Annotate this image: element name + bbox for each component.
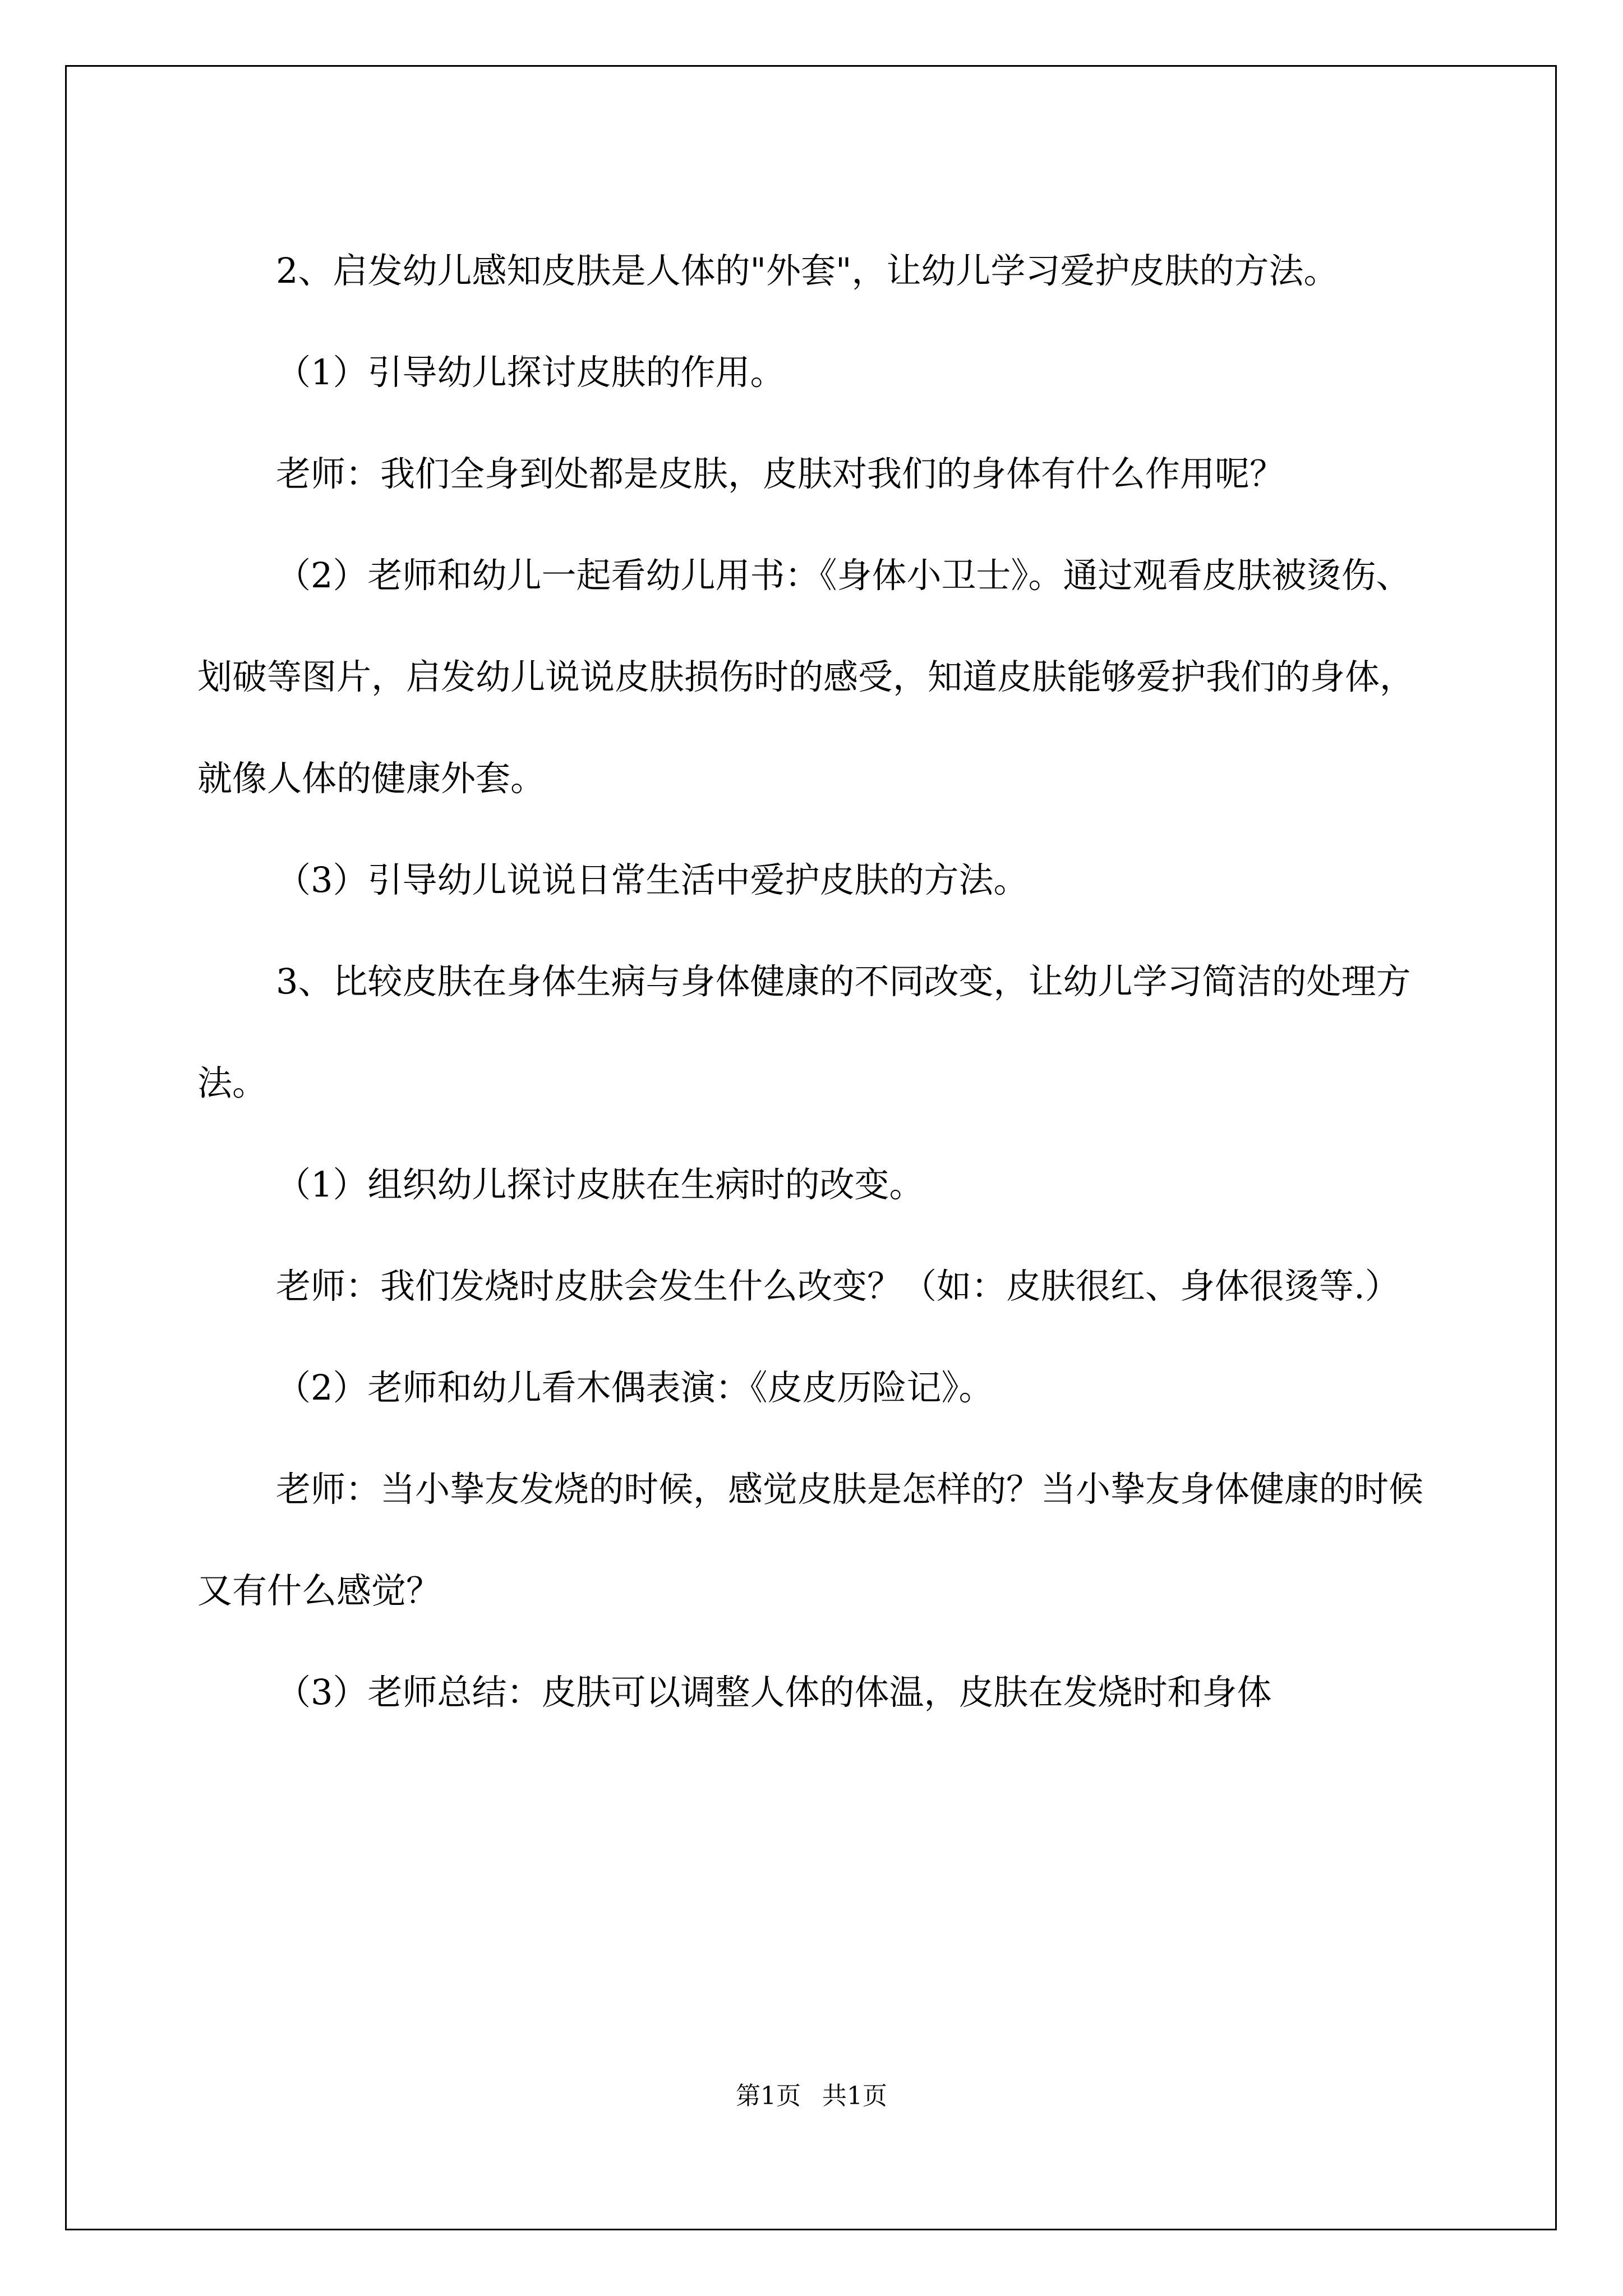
document-body <box>197 220 1426 1743</box>
paragraph: （1）组织幼儿探讨皮肤在生病时的改变。 <box>276 1164 924 1205</box>
paragraph: （3）引导幼儿说说日常生活中爱护皮肤的方法。 <box>276 859 1029 900</box>
paragraph: 老师：我们全身到处都是皮肤，皮肤对我们的身体有什么作用呢？ <box>276 453 1285 494</box>
page-footer <box>0 2076 1623 2111</box>
page-number-total: 共1页 <box>822 2082 887 2110</box>
page-number-current: 第1页 <box>736 2082 801 2110</box>
paragraph: （2）老师和幼儿看木偶表演：《皮皮历险记》。 <box>276 1367 994 1408</box>
paragraph: （2）老师和幼儿一起看幼儿用书：《身体小卫士》。通过观看皮肤被烫伤、划破等图片，启发幼儿说说皮肤损伤时的感受，知道皮肤能够爱护我们的身体，就像人体的健康外套。 <box>197 555 1415 799</box>
paragraph: 3、比较皮肤在身体生病与身体健康的不同改变，让幼儿学习简洁的处理方法。 <box>197 961 1411 1103</box>
paragraph: 老师：当小挚友发烧的时候，感觉皮肤是怎样的？当小挚友身体健康的时候又有什么感觉？ <box>197 1469 1424 1611</box>
paragraph: （3）老师总结：皮肤可以调整人体的体温，皮肤在发烧时和身体 <box>276 1672 1272 1713</box>
paragraph: 2、启发幼儿感知皮肤是人体的"外套"，让幼儿学习爱护皮肤的方法。 <box>276 250 1339 291</box>
paragraph: 老师：我们发烧时皮肤会发生什么改变？（如：皮肤很红、身体很烫等.） <box>276 1266 1400 1306</box>
paragraph: （1）引导幼儿探讨皮肤的作用。 <box>276 352 785 393</box>
